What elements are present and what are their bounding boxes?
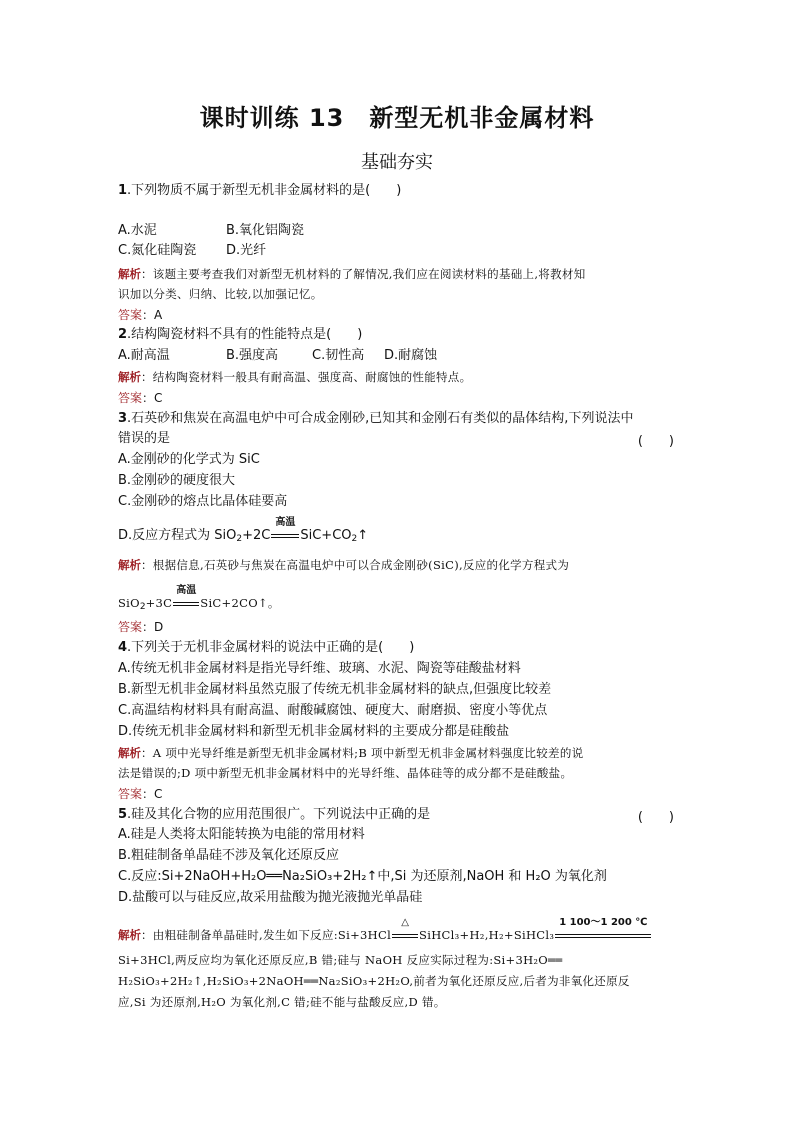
reaction-condition: △: [392, 927, 418, 945]
reaction-condition: 高温: [173, 595, 199, 613]
question-4-option-b: B.新型无机非金属材料虽然克服了传统无机非金属材料的缺点,但强度比较差: [118, 682, 552, 697]
question-5-option-c: C.反应:Si+2NaOH+H₂O══Na₂SiO₃+2H₂↑中,Si 为还原剂,NaOH 和 H₂O 为氧化剂: [118, 869, 607, 884]
question-4-option-a: A.传统无机非金属材料是指光导纤维、玻璃、水泥、陶瓷等硅酸盐材料: [118, 661, 521, 676]
question-3-stem-cont: 错误的是: [118, 431, 171, 446]
question-4-explain-line-2: 法是错误的;D 项中新型无机非金属材料中的光导纤维、晶体硅等的成分都不是硅酸盐。: [118, 766, 573, 780]
option-a: A.水泥: [118, 223, 157, 238]
question-4-explain-line-1: 解析：A 项中光导纤维是新型无机非金属材料;B 项中新型无机非金属材料强度比较差的说: [118, 746, 584, 760]
question-3-explain: 解析：根据信息,石英砂与焦炭在高温电炉中可以合成金刚砂(SiC),反应的化学方程式为: [118, 558, 570, 572]
question-2-explain: 解析：结构陶瓷材料一般具有耐高温、强度高、耐腐蚀的性能特点。: [118, 370, 472, 384]
question-2-options: [118, 347, 437, 365]
option-c: C.韧性高: [312, 348, 365, 363]
question-5-explain-line-4: 应,Si 为还原剂,H₂O 为氧化剂,C 错;硅不能与盐酸反应,D 错。: [118, 995, 446, 1009]
question-1-explain-line-2: 识加以分类、归纳、比较,以加强记忆。: [118, 287, 323, 301]
question-5-explain-line-1: 解析：由粗硅制备单晶硅时,发生如下反应:Si+3HCl △ SiHCl₃+H₂,H₂+SiHCl₃ 1 100～1 200 ℃: [118, 926, 652, 945]
question-3-answer-paren: ( ): [637, 434, 674, 449]
question-5-option-a: A.硅是人类将太阳能转换为电能的常用材料: [118, 827, 365, 842]
question-3-answer: 答案：D: [118, 620, 164, 634]
question-3-equation: SiO$_2$+3C 高温 SiC+2CO↑。: [118, 585, 280, 612]
question-5-answer-paren: ( ): [637, 810, 674, 825]
question-4-stem: 4.下列关于无机非金属材料的说法中正确的是( ): [118, 640, 415, 655]
option-a: A.耐高温: [118, 348, 170, 363]
section-subtitle: 基础夯实: [361, 152, 433, 173]
reaction-condition: 1 100～1 200 ℃: [555, 927, 651, 945]
option-b: B.氧化铝陶瓷: [226, 223, 305, 238]
page-title: 课时训练 13 新型无机非金属材料: [199, 104, 595, 132]
question-4-option-d: D.传统无机非金属材料和新型无机非金属材料的主要成分都是硅酸盐: [118, 724, 510, 739]
question-3-option-a: A.金刚砂的化学式为 SiC: [118, 452, 260, 467]
question-2-answer: 答案：C: [118, 391, 163, 405]
question-3-option-b: B.金刚砂的硬度很大: [118, 473, 236, 488]
question-3-option-c: C.金刚砂的熔点比晶体硅要高: [118, 494, 288, 509]
question-5-option-d: D.盐酸可以与硅反应,故采用盐酸为抛光液抛光单晶硅: [118, 890, 423, 905]
question-2-stem: 2.结构陶瓷材料不具有的性能特点是( ): [118, 327, 363, 342]
question-1-answer: 答案：A: [118, 308, 163, 322]
question-3-stem: 3.石英砂和焦炭在高温电炉中可合成金刚砂,已知其和金刚石有类似的晶体结构,下列说法中: [118, 411, 634, 426]
question-1-options-row-1: [118, 222, 304, 240]
question-5-option-b: B.粗硅制备单晶硅不涉及氧化还原反应: [118, 848, 340, 863]
option-b: B.强度高: [226, 348, 279, 363]
reaction-condition: 高温: [271, 527, 299, 545]
option-d: D.光纤: [226, 243, 267, 258]
question-5-stem: 5.硅及其化合物的应用范围很广。下列说法中正确的是: [118, 807, 431, 822]
question-1-options-row-2: [118, 242, 266, 260]
question-4-option-c: C.高温结构材料具有耐高温、耐酸碱腐蚀、硬度大、耐磨损、密度小等优点: [118, 703, 548, 718]
question-1-explain-line-1: 解析：该题主要考查我们对新型无机材料的了解情况,我们应在阅读材料的基础上,将教材知: [118, 267, 586, 281]
question-1-stem: 1.下列物质不属于新型无机非金属材料的是( ): [118, 183, 402, 198]
question-3-option-d: D.反应方程式为 SiO$_2$+2C 高温 $SiC+CO_2↑$: [118, 517, 369, 544]
option-c: C.氮化硅陶瓷: [118, 243, 197, 258]
question-5-explain-line-3: H₂SiO₃+2H₂↑,H₂SiO₃+2NaOH══Na₂SiO₃+2H₂O,前者为氧化还原反应,后者为非氧化还原反: [118, 974, 630, 988]
option-d: D.耐腐蚀: [384, 348, 438, 363]
question-4-answer: 答案：C: [118, 787, 163, 801]
question-5-explain-line-2: Si+3HCl,两反应均为氧化还原反应,B 错;硅与 NaOH 反应实际过程为:Si+3H₂O══: [118, 953, 563, 967]
